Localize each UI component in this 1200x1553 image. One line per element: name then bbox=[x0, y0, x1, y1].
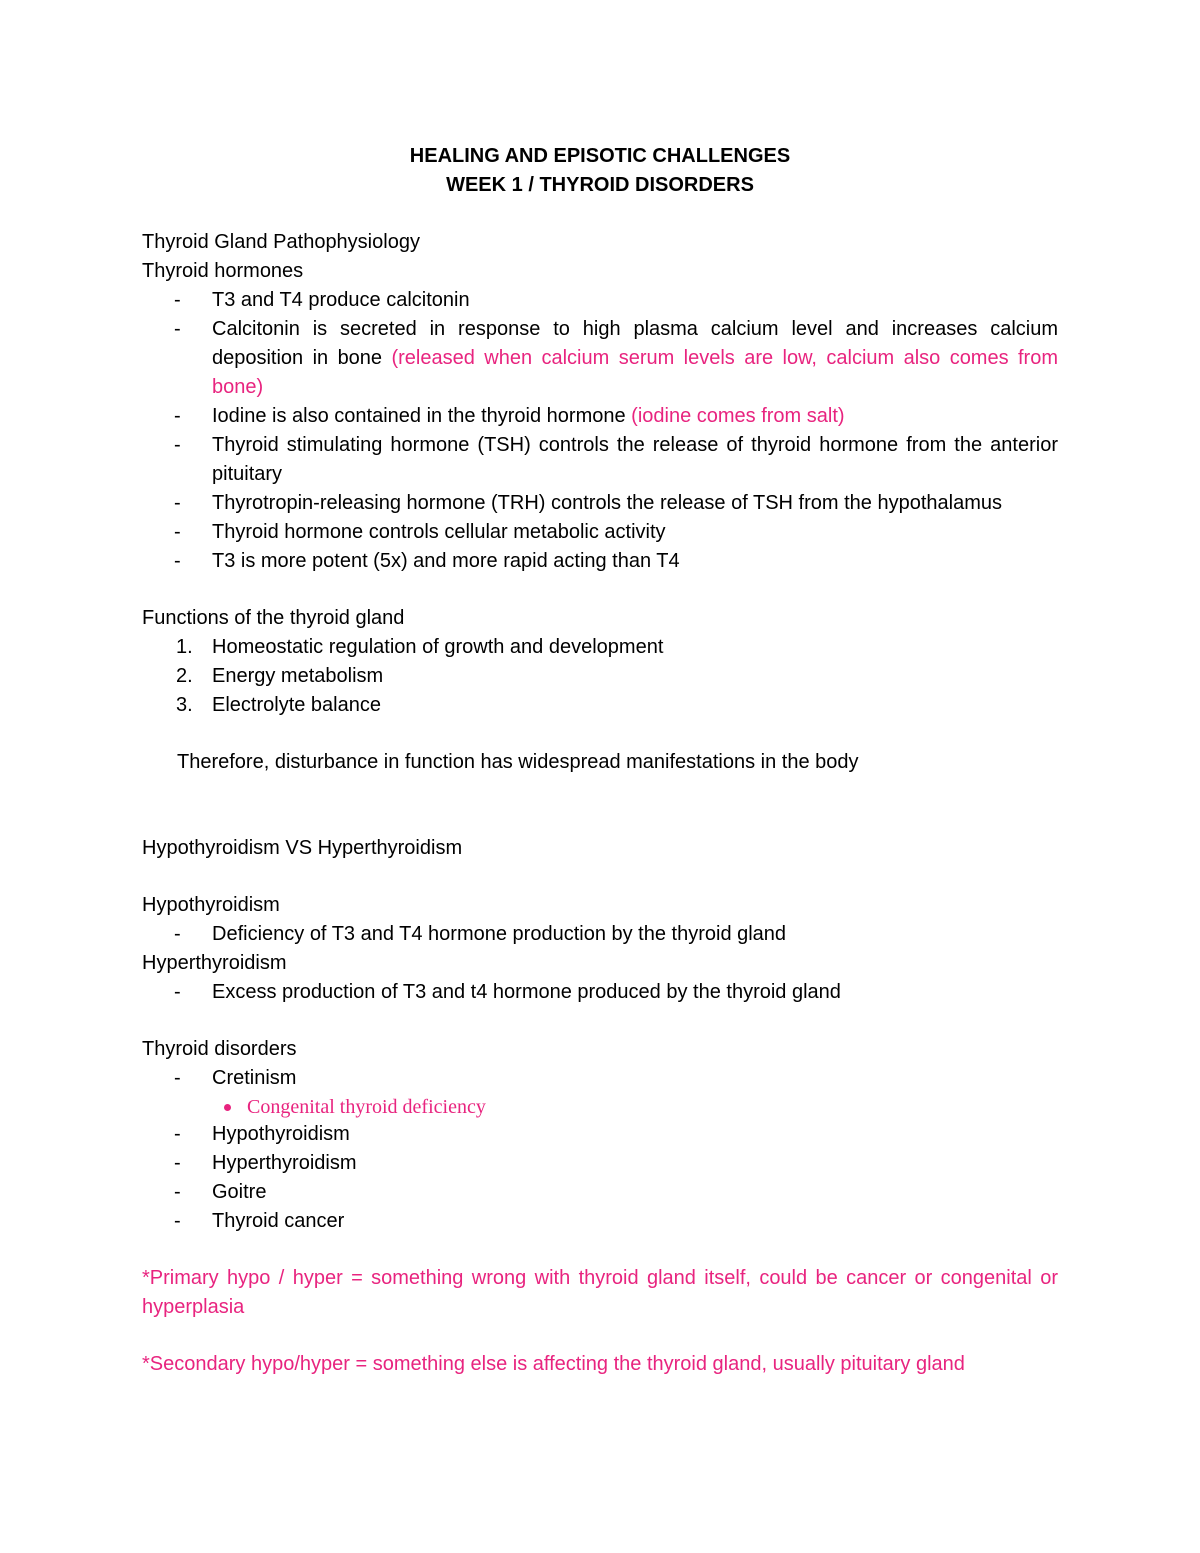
functions-conclusion: Therefore, disturbance in function has widespread manifestations in the body bbox=[177, 751, 859, 773]
numbered-item bbox=[142, 691, 1058, 720]
list-item bbox=[142, 920, 1058, 949]
section-heading-hormones: Thyroid hormones bbox=[142, 260, 304, 282]
bullet-icon bbox=[224, 1104, 231, 1111]
dash-marker: - bbox=[174, 434, 181, 456]
list-item bbox=[142, 1178, 1058, 1207]
list-item bbox=[142, 1149, 1058, 1178]
list-item-note: (iodine comes from salt) bbox=[631, 405, 845, 427]
list-item bbox=[142, 1120, 1058, 1149]
hyperthyroidism-label: Hyperthyroidism bbox=[142, 952, 287, 974]
list-item-text: Thyroid hormone controls cellular metabolic activity bbox=[212, 521, 666, 543]
spacer bbox=[142, 777, 1058, 834]
numbered-item-text: Homeostatic regulation of growth and development bbox=[212, 636, 664, 658]
sub-list-item-text: Congenital thyroid deficiency bbox=[247, 1096, 486, 1118]
dash-marker: - bbox=[174, 289, 181, 311]
list-item bbox=[142, 1064, 1058, 1093]
numbered-item bbox=[142, 633, 1058, 662]
list-item-text: Hypothyroidism bbox=[212, 1123, 350, 1145]
primary-note: *Primary hypo / hyper = something wrong with thyroid gland itself, could be cancer or congenital or hyperplasia bbox=[142, 1267, 1058, 1318]
spacer bbox=[142, 1007, 1058, 1035]
dash-marker: - bbox=[174, 1123, 181, 1145]
dash-marker: - bbox=[174, 521, 181, 543]
section-heading-functions: Functions of the thyroid gland bbox=[142, 607, 405, 629]
list-item bbox=[142, 431, 1058, 489]
list-item-text: Thyroid cancer bbox=[212, 1210, 345, 1232]
dash-marker: - bbox=[174, 1067, 181, 1089]
section-heading-pathophysiology: Thyroid Gland Pathophysiology bbox=[142, 231, 420, 253]
number-marker: 1. bbox=[176, 636, 193, 658]
list-item bbox=[142, 286, 1058, 315]
section-heading-comparison: Hypothyroidism VS Hyperthyroidism bbox=[142, 837, 463, 859]
list-item-text: Thyrotropin-releasing hormone (TRH) controls the release of TSH from the hypothalamus bbox=[212, 492, 1002, 514]
hypothyroidism-label: Hypothyroidism bbox=[142, 894, 280, 916]
document-page bbox=[142, 140, 1058, 1379]
dash-marker: - bbox=[174, 318, 181, 340]
spacer bbox=[142, 200, 1058, 228]
spacer bbox=[142, 720, 1058, 748]
dash-marker: - bbox=[174, 1210, 181, 1232]
section-heading-disorders: Thyroid disorders bbox=[142, 1038, 297, 1060]
dash-marker: - bbox=[174, 1181, 181, 1203]
document-subtitle: WEEK 1 / THYROID DISORDERS bbox=[446, 174, 754, 196]
list-item bbox=[142, 402, 1058, 431]
spacer bbox=[142, 863, 1058, 891]
dash-marker: - bbox=[174, 405, 181, 427]
dash-marker: - bbox=[174, 981, 181, 1003]
list-item bbox=[142, 518, 1058, 547]
document-title: HEALING AND EPISOTIC CHALLENGES bbox=[409, 145, 791, 167]
list-item-text: Calcitonin is secreted in response to high plasma calcium level and increases calcium deposition in bone bbox=[212, 318, 1058, 369]
sub-list-item bbox=[142, 1093, 1058, 1120]
list-item bbox=[142, 489, 1058, 518]
list-item-text: Thyroid stimulating hormone (TSH) controls the release of thyroid hormone from the anterior pituitary bbox=[212, 434, 1058, 485]
list-item-text: Hyperthyroidism bbox=[212, 1152, 357, 1174]
secondary-note: *Secondary hypo/hyper = something else is affecting the thyroid gland, usually pituitary gland bbox=[142, 1353, 965, 1375]
list-item-text: T3 and T4 produce calcitonin bbox=[212, 289, 470, 311]
spacer bbox=[142, 576, 1058, 604]
numbered-item-text: Energy metabolism bbox=[212, 665, 384, 687]
list-item-text: Iodine is also contained in the thyroid hormone bbox=[212, 405, 626, 427]
numbered-item-text: Electrolyte balance bbox=[212, 694, 381, 716]
list-item bbox=[142, 547, 1058, 576]
numbered-item bbox=[142, 662, 1058, 691]
list-item bbox=[142, 978, 1058, 1007]
list-item bbox=[142, 315, 1058, 402]
list-item-text: Excess production of T3 and t4 hormone produced by the thyroid gland bbox=[212, 981, 841, 1003]
dash-marker: - bbox=[174, 492, 181, 514]
list-item-note: (released when calcium serum levels are low, calcium also comes from bone) bbox=[212, 347, 1059, 398]
dash-marker: - bbox=[174, 923, 181, 945]
dash-marker: - bbox=[174, 550, 181, 572]
dash-marker: - bbox=[174, 1152, 181, 1174]
number-marker: 3. bbox=[176, 694, 193, 716]
list-item-text: T3 is more potent (5x) and more rapid acting than T4 bbox=[212, 550, 680, 572]
spacer bbox=[142, 1322, 1058, 1350]
spacer bbox=[142, 1236, 1058, 1264]
list-item bbox=[142, 1207, 1058, 1236]
list-item-text: Deficiency of T3 and T4 hormone production by the thyroid gland bbox=[212, 923, 787, 945]
list-item-text: Goitre bbox=[212, 1181, 267, 1203]
list-item-text: Cretinism bbox=[212, 1067, 297, 1089]
number-marker: 2. bbox=[176, 665, 193, 687]
